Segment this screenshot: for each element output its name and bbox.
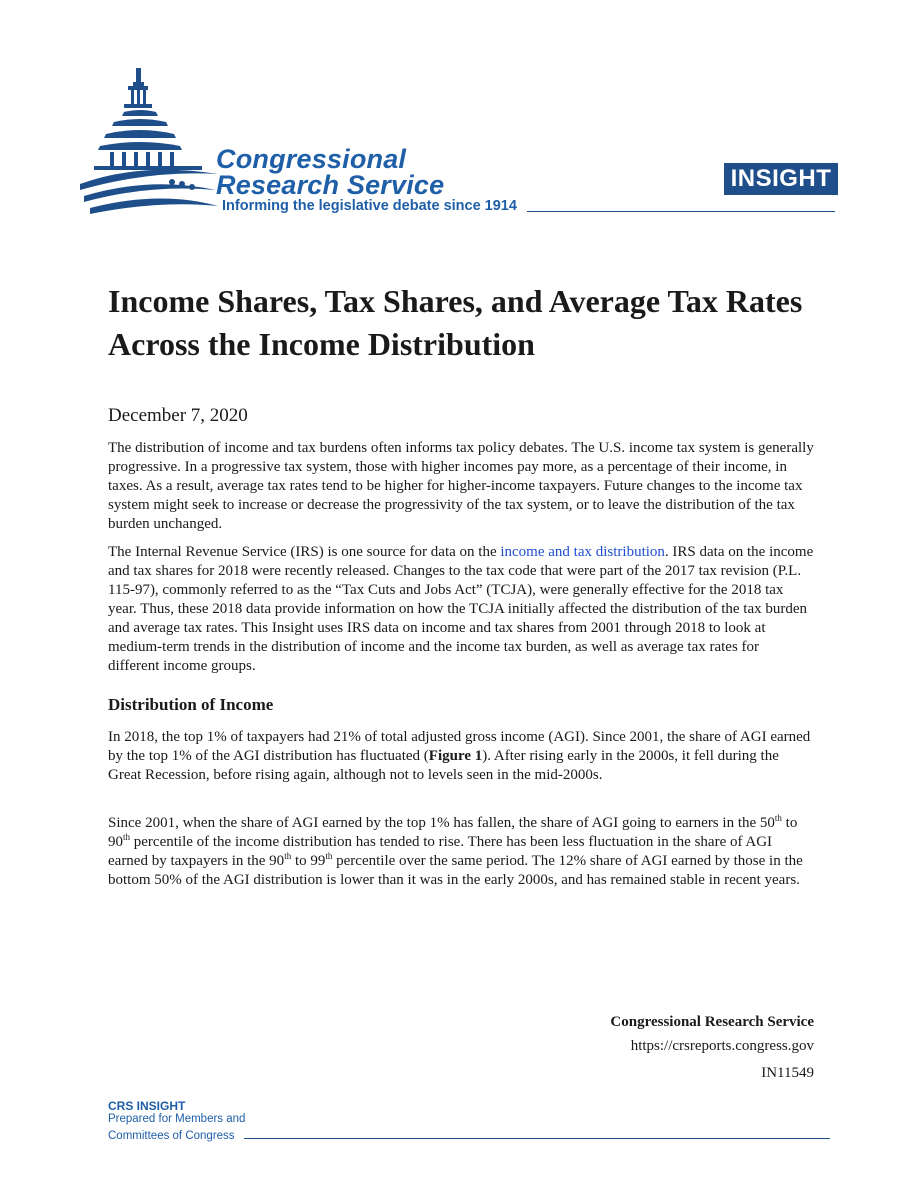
section-heading-distribution: Distribution of Income — [108, 695, 274, 714]
intro-paragraph: The distribution of income and tax burdens often informs tax policy debates. The U.S. income tax system is generally progressive. In a progressive tax system, those with higher incomes pay more, as a percentage of their income, in taxes. As a result, average tax rates tend to be higher for higher-income taxpayers. Future changes to the income tax system might seek to increase or decrease the progressivity of the tax system, or to leave the distribution of the tax burden unchanged. — [108, 440, 814, 532]
top-share-text-b: ). After rising early in the 2000s, it fell during the Great Recession, before rising again, although not to levels seen in the mid-2000s. — [108, 748, 779, 783]
irs-paragraph-text-b: . IRS data on the income and tax shares for 2018 were recently released. Changes to the tax code that were part of the 2017 tax revision (P.L. 115-97), commonly referred to as the “Tax Cuts and Jobs Act” (TCJA), were generally effective for the 2018 tax year. Thus, these 2018 data provide information on how the TCJA initially affected the distribution of the tax burden and average tax rates. This Insight uses IRS data on income and tax shares from 2001 through 2018 to look at medium-term trends in the distribution of income and the income tax burden, as well as average tax rates for different income groups. — [108, 544, 814, 674]
figure-1-reference: Figure 1 — [428, 748, 483, 764]
ordinal-sup-1: th — [774, 813, 782, 823]
footer-divider — [244, 1138, 830, 1139]
publication-date: December 7, 2020 — [108, 405, 248, 426]
top-share-paragraph — [108, 728, 814, 785]
org-name-line2: Research Service — [216, 170, 445, 200]
footer-crs-insight: CRS INSIGHT — [108, 1099, 186, 1113]
footer-url[interactable]: https://crsreports.congress.gov — [630, 1038, 814, 1054]
irs-paragraph — [108, 543, 814, 676]
report-id: IN11549 — [761, 1065, 814, 1081]
ordinal-sup-2: th — [123, 832, 131, 842]
footer-org: Congressional Research Service — [610, 1014, 814, 1030]
percentile-text-a: Since 2001, when the share of AGI earned by the top 1% has fallen, the share of AGI going to earners in the 50 — [108, 815, 775, 831]
org-tagline: Informing the legislative debate since 1914 — [222, 198, 517, 214]
footer-committees: Committees of Congress — [108, 1130, 235, 1142]
page-title: Income Shares, Tax Shares, and Average Tax Rates Across the Income Distribution — [108, 283, 803, 362]
header-divider — [527, 211, 835, 212]
income-tax-distribution-link[interactable]: income and tax distribution — [500, 544, 665, 560]
insight-badge: INSIGHT — [724, 163, 838, 195]
irs-paragraph-text-a: The Internal Revenue Service (IRS) is one source for data on the — [108, 544, 501, 560]
percentile-text-d: to 99 — [291, 853, 326, 869]
ordinal-sup-3: th — [284, 851, 292, 861]
percentile-text-c: percentile of the income distribution has tended to rise. There has been less fluctuation in the share of AGI earned by taxpayers in the 90 — [108, 834, 773, 869]
org-name-line1: Congressional — [216, 144, 407, 174]
percentile-text-b: to 90 — [108, 815, 798, 850]
percentile-paragraph — [108, 814, 814, 890]
top-share-text-a: In 2018, the top 1% of taxpayers had 21% of total adjusted gross income (AGI). Since 2001, the share of AGI earned by the top 1% of the AGI distribution has fluctuated ( — [108, 729, 811, 764]
ordinal-sup-4: th — [325, 851, 333, 861]
percentile-text-e: percentile over the same period. The 12% share of AGI earned by those in the bottom 50% of the AGI distribution is lower than it was in the early 2000s, and has remained stable in recent years. — [108, 853, 803, 888]
footer-prepared-for: Prepared for Members and — [108, 1113, 246, 1125]
